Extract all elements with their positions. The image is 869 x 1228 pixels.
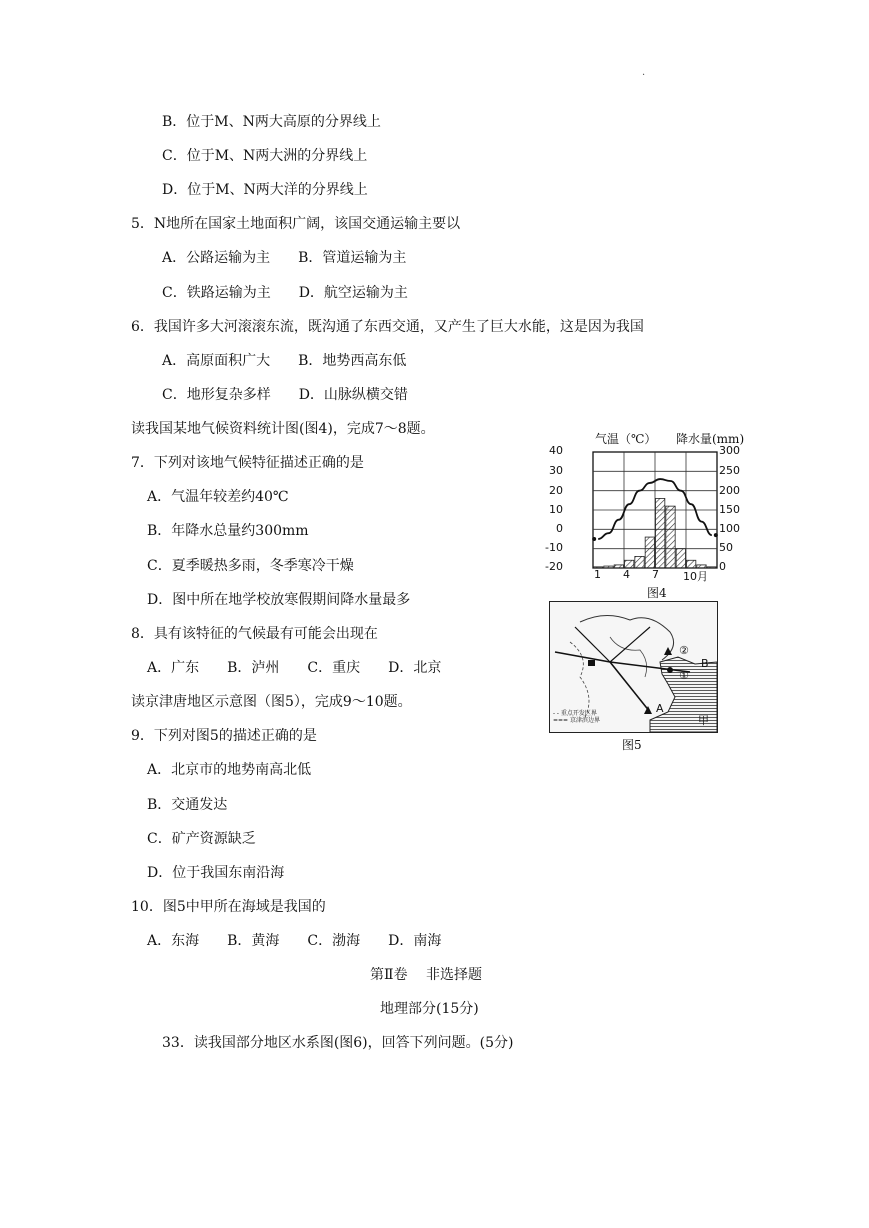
precip-tick: 100 [719, 522, 740, 535]
sea-label: 甲 [698, 714, 709, 727]
precip-bar [625, 560, 634, 568]
legend-item: === 京津滨边界 [553, 717, 601, 724]
precip-bar [687, 560, 696, 568]
question-9: 9．下列对图5的描述正确的是 [131, 728, 317, 744]
temp-tick: 0 [556, 522, 563, 535]
x-tick: 1 [594, 568, 601, 581]
temperature-point [592, 537, 596, 541]
temp-tick: 10 [549, 503, 563, 516]
q7-option-d: D．图中所在地学校放寒假期间降水量最多 [147, 592, 411, 608]
q7-option-a: A．气温年较差约40℃ [147, 489, 289, 505]
precip-tick: 150 [719, 503, 740, 516]
legend-item: - - 重点开发区界 [553, 710, 597, 717]
q10-options: A．东海 B．黄海 C．渤海 D．南海 [147, 933, 442, 949]
temp-tick: 30 [549, 464, 563, 477]
precip-bar [645, 537, 654, 568]
q9-option-c: C．矿产资源缺乏 [147, 831, 256, 847]
question-10: 10．图5中甲所在海域是我国的 [131, 899, 326, 915]
precip-bar [676, 549, 685, 568]
climate-chart [547, 430, 755, 600]
precip-bar [666, 506, 675, 568]
question-8: 8．具有该特征的气候最有可能会出现在 [131, 626, 378, 642]
temp-tick: -20 [545, 560, 563, 573]
section-subtitle: 地理部分(15分) [380, 1001, 479, 1017]
q9-option-d: D．位于我国东南沿海 [147, 865, 285, 881]
q7-option-c: C．夏季暖热多雨，冬季寒冷干燥 [147, 558, 354, 574]
q5-options-ab: A．公路运输为主 B．管道运输为主 [162, 250, 407, 266]
instruction-9-10: 读京津唐地区示意图（图5），完成9～10题。 [131, 694, 412, 710]
marker-b: B [701, 657, 709, 670]
marker-a: A [656, 702, 664, 715]
precip-axis-label: 降水量(mm) [676, 432, 745, 446]
q5-options-cd: C．铁路运输为主 D．航空运输为主 [162, 285, 408, 301]
q7-option-b: B．年降水总量约300mm [147, 523, 309, 539]
precip-bar [604, 566, 613, 568]
precip-tick: 250 [719, 464, 740, 477]
x-tick: 4 [623, 568, 630, 581]
figure-4-caption: 图4 [647, 586, 667, 600]
precip-bar [707, 567, 716, 568]
temp-axis-label: 气温（℃） [595, 432, 657, 446]
precip-tick: 300 [719, 444, 740, 457]
temp-tick: -10 [545, 541, 563, 554]
precip-bar [656, 498, 665, 568]
question-7: 7．下列对该地气候特征描述正确的是 [131, 455, 364, 471]
temp-tick: 40 [549, 444, 563, 457]
marker-2: ② [679, 644, 689, 657]
question-5: 5．N地所在国家土地面积广阔，该国交通运输主要以 [131, 216, 461, 232]
q6-options-cd: C．地形复杂多样 D．山脉纵横交错 [162, 387, 408, 403]
marker-1: ① [679, 669, 689, 682]
figure-5-caption: 图5 [622, 738, 642, 752]
x-tick: 10月 [683, 570, 708, 583]
question-6: 6．我国许多大河滚滚东流，既沟通了东西交通，又产生了巨大水能，这是因为我国 [131, 319, 644, 335]
precip-tick: 0 [719, 560, 726, 573]
q4-option-b: B．位于M、N两大高原的分界线上 [162, 114, 381, 130]
jingjintang-map [549, 601, 718, 733]
temperature-point [714, 533, 718, 537]
map-legend [553, 710, 600, 724]
q4-option-c: C．位于M、N两大洲的分界线上 [162, 148, 368, 164]
instruction-7-8: 读我国某地气候资料统计图(图4)，完成7～8题。 [131, 421, 435, 437]
q9-option-b: B．交通发达 [147, 797, 228, 813]
x-tick: 7 [652, 568, 659, 581]
precip-tick: 200 [719, 484, 740, 497]
question-33: 33．读我国部分地区水系图(图6)，回答下列问题。(5分) [162, 1035, 514, 1051]
precip-tick: 50 [719, 541, 733, 554]
precip-bar [635, 556, 644, 568]
q8-options: A．广东 B．泸州 C．重庆 D．北京 [147, 660, 442, 676]
q9-option-a: A．北京市的地势南高北低 [147, 762, 312, 778]
section-title: 第Ⅱ卷 非选择题 [370, 967, 482, 983]
q4-option-d: D．位于M、N两大洋的分界线上 [162, 182, 368, 198]
q6-options-ab: A．高原面积广大 B．地势西高东低 [162, 353, 407, 369]
climate-plot [547, 430, 755, 600]
temp-tick: 20 [549, 484, 563, 497]
page-dot: · [642, 70, 646, 81]
